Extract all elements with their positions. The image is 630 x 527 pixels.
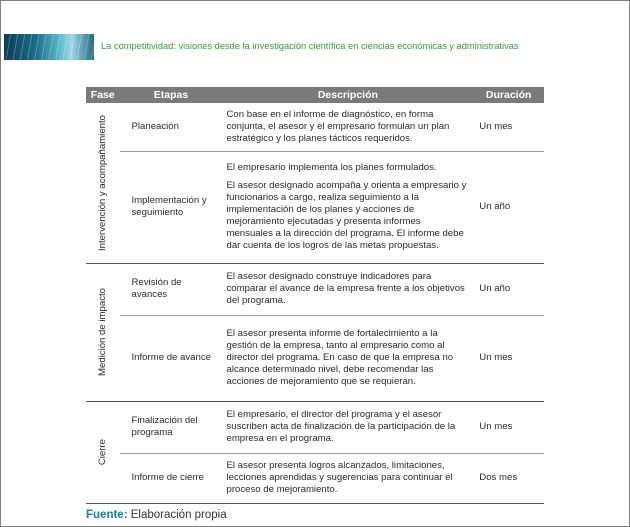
descripcion-text: El empresario implementa los planes formulados. — [226, 162, 437, 173]
running-header-title: La competitividad: visiones desde la investigación científica en ciencias económicas y administrativas — [101, 41, 519, 51]
descripcion-text: El asesor presenta logros alcanzados, limitaciones, lecciones aprendidas y sugerencias para continuar el proceso de mejoramiento. — [226, 460, 453, 495]
table-row — [86, 315, 544, 401]
etapa-cell: Revisión de avances — [120, 263, 223, 315]
fase-cell — [86, 401, 120, 503]
process-table — [86, 87, 544, 504]
fase-cell — [86, 103, 120, 263]
duracion-cell: Un año — [473, 263, 544, 315]
duracion-cell: Dos mes — [473, 453, 544, 503]
source-label: Fuente: — [86, 509, 128, 521]
table-row — [86, 401, 544, 453]
descripcion-cell — [222, 453, 473, 503]
etapa-cell: Informe de avance — [120, 315, 223, 401]
descripcion-text: Con base en el informe de diagnóstico, en forma conjunta, el asesor y el empresario formulan un plan estratégico y los planes tácticos requeridos. — [226, 108, 450, 144]
etapa-cell: Finalización del programa — [120, 401, 223, 453]
descripcion-cell — [222, 151, 473, 263]
duracion-cell: Un mes — [473, 315, 544, 401]
duracion-cell: Un mes — [473, 401, 544, 453]
source-text: Elaboración propia — [130, 509, 227, 521]
descripcion-text: El asesor designado construye indicadores para comparar el avance de la empresa frente a los objetivos del programa. — [226, 271, 465, 306]
descripcion-text: El empresario, el director del programa y el asesor suscriben acta de finalización de la participación de la empresa en el programa. — [226, 409, 456, 444]
table-row — [86, 103, 544, 151]
column-header-descripcion: Descripción — [222, 87, 473, 103]
fase-label: Intervención y acompañamiento — [96, 114, 108, 251]
duracion-cell: Un año — [473, 151, 544, 263]
fase-label: Medición de impacto — [96, 288, 108, 376]
descripcion-cell — [222, 401, 473, 453]
table-row — [86, 453, 544, 503]
source-note — [86, 509, 227, 521]
etapa-cell: Planeación — [120, 103, 223, 151]
etapa-cell: Informe de cierre — [120, 453, 223, 503]
fase-cell — [86, 263, 120, 401]
descripcion-text: El asesor presenta informe de fortalecimiento a la gestión de la empresa, tanto al empresario como al director del programa. En caso de que la empresa no alcance determinado nivel, debe recomendar las acciones de mejoramiento que se requieran. — [226, 328, 454, 387]
fase-label: Cierre — [96, 438, 108, 466]
descripcion-cell — [222, 103, 473, 151]
column-header-etapas: Etapas — [120, 87, 223, 103]
table-header-row — [86, 87, 544, 103]
table-row — [86, 263, 544, 315]
duracion-cell: Un mes — [473, 103, 544, 151]
descripcion-cell — [222, 315, 473, 401]
column-header-duracion: Duración — [473, 87, 544, 103]
etapa-cell: Implementación y seguimiento — [120, 151, 223, 263]
table-row — [86, 151, 544, 263]
descripcion-cell — [222, 263, 473, 315]
column-header-fase: Fase — [86, 87, 120, 103]
header-banner-image — [4, 34, 94, 60]
descripcion-text: El asesor designado acompaña y orienta a empresario y funcionarios a cargo, realiza seguimiento a la implementación de los planes y acciones de mejoramiento ejecutadas y presenta informes mensuales a la dirección del programa. El informe debe dar cuenta de los logros de las metas propuestas. — [226, 180, 467, 251]
